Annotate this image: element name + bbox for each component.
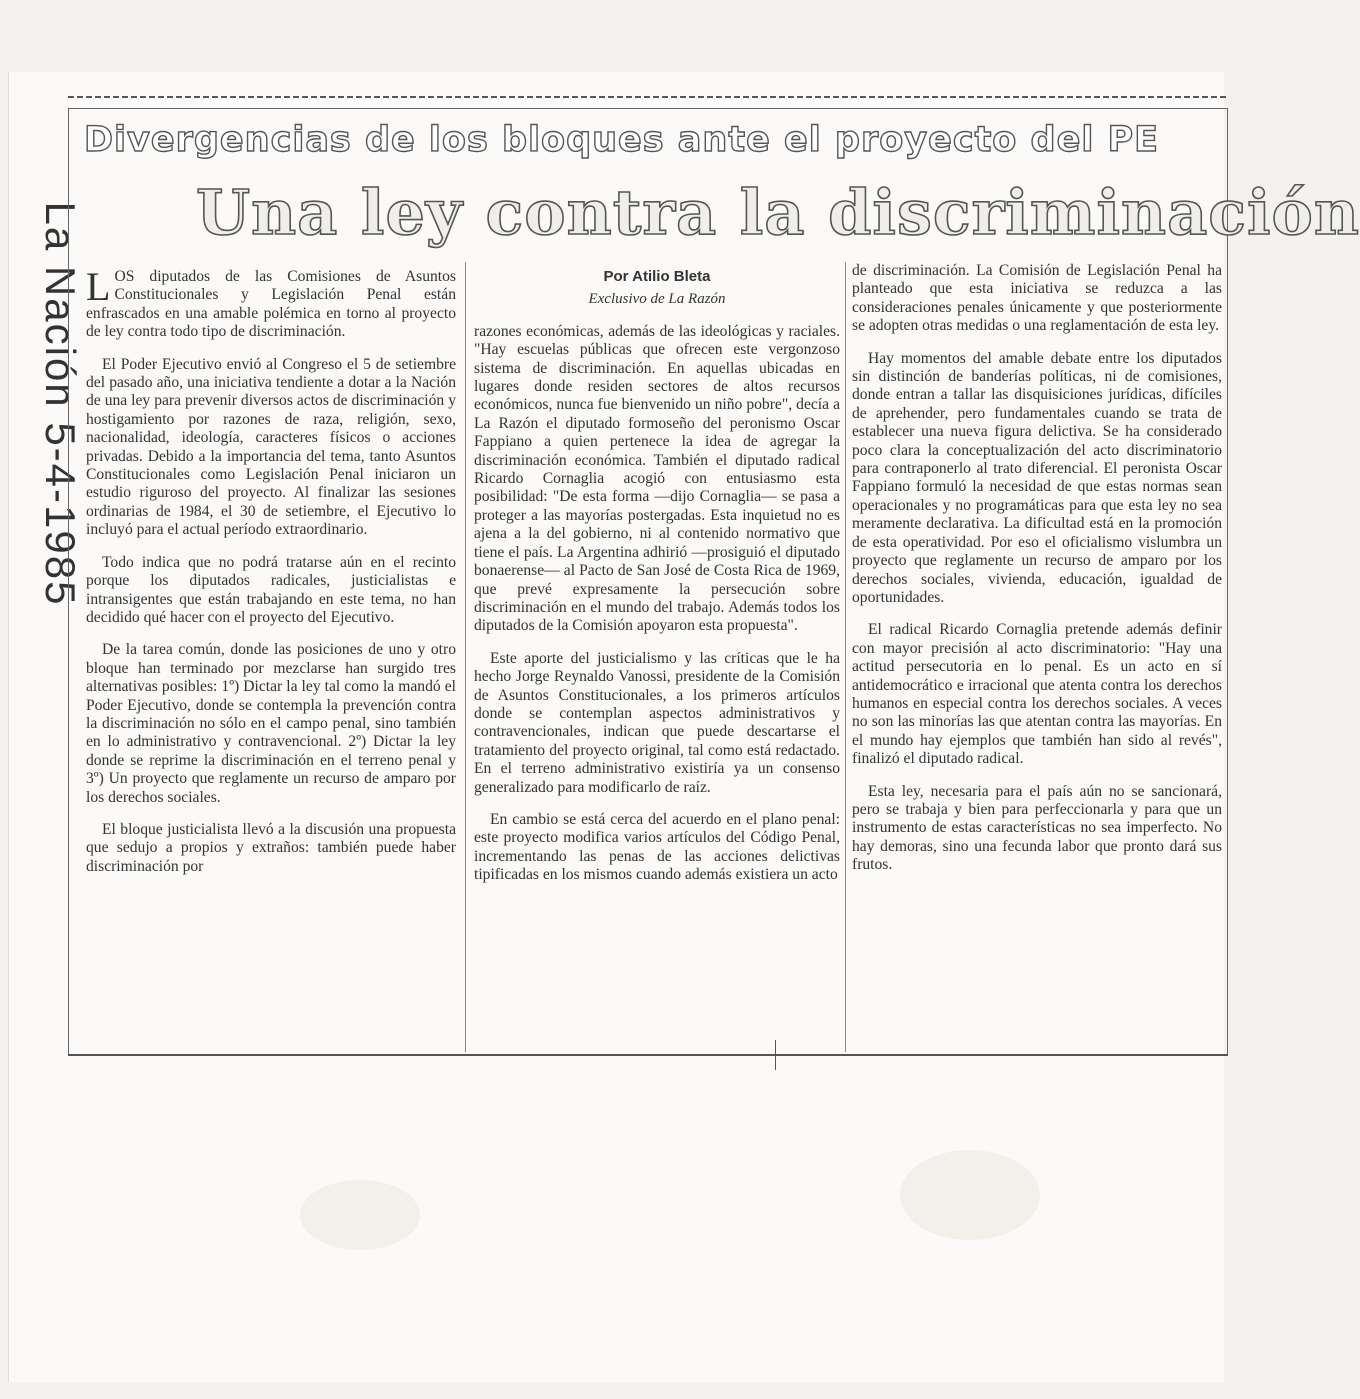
article-kicker: Divergencias de los bloques ante el proyecto del PE xyxy=(84,120,1160,160)
article-column-3 xyxy=(852,262,1222,889)
column-rule xyxy=(465,262,466,1052)
column-rule xyxy=(845,262,846,1052)
top-dashed-rule xyxy=(68,96,1226,98)
paragraph: Hay momentos del amable debate entre los diputados sin distinción de banderías políticas, ni de comisiones, donde entran a tallar las disquisiciones jurídicas, difíciles de aprehender, pero fundamentales cuando se trata de establecer una nueva figura delictiva. Se ha considerado poco clara la conceptualización del acto discriminatorio para contraponerlo al trato diferencial. El peronista Oscar Fappiano formuló la necesidad de que estas normas sean operacionales y no programáticas para que esta ley no sea meramente declarativa. La dificultad está en la promoción de esta operatividad. Por eso el oficialismo vislumbra un proyecto que reglamente un recurso de amparo por los derechos sociales, vivienda, educación, igualdad de oportunidades. xyxy=(852,349,1222,606)
article-column-1 xyxy=(86,264,456,890)
paragraph: Todo indica que no podrá tratarse aún en el recinto porque los diputados radicales, justicialistas e intransigentes que están trabajando en este tema, no han decidido qué hacer con el proyecto del Ejecutivo. xyxy=(86,553,456,626)
handwritten-date-note: La Nación 5-4-1985 xyxy=(37,201,84,607)
paragraph: El bloque justicialista llevó a la discusión una propuesta que sedujo a propios y extraños: también puede haber discriminación por xyxy=(86,820,456,875)
paragraph: Esta ley, necesaria para el país aún no se sancionará, pero se trabaja y bien para perfeccionarla y para que un instrumento de estas características no sea imperfecto. No hay demoras, sino una fecunda labor que pronto dará sus frutos. xyxy=(852,782,1222,874)
paper-stain xyxy=(900,1150,1040,1240)
paragraph: LOS diputados de las Comisiones de Asuntos Constitucionales y Legislación Penal están enfrascados en una amable polémica en torno al proyecto de ley contra todo tipo de discriminación. xyxy=(86,264,456,341)
paragraph: En cambio se está cerca del acuerdo en el plano penal: este proyecto modifica varios artículos del Código Penal, incrementando las penas de las acciones delictivas tipificadas en los mismos cuando además existiera un acto xyxy=(474,810,840,884)
article-headline: Una ley contra la discriminación xyxy=(196,176,1360,249)
paragraph: El Poder Ejecutivo envió al Congreso el 5 de setiembre del pasado año, una iniciativa tendiente a dotar a la Nación de una ley para prevenir diversos actos de discriminación y hostigamiento por razones de raza, religión, sexo, nacionalidad, ideología, caracteres físicos o acciones privadas. Debido a la importancia del tema, tanto Asuntos Constitucionales como Legislación Penal iniciaron un estudio riguroso del proyecto. Al finalizar las sesiones ordinarias de 1984, el 30 de setiembre, el Ejecutivo lo incluyó para el actual período extraordinario. xyxy=(86,355,456,539)
paragraph: El radical Ricardo Cornaglia pretende además definir con mayor precisión al acto discriminatorio: "Hay una actitud persecutoria en lo penal. Es un acto en sí antidemocrático e irracional que atenta contra los derechos humanos en especial contra los derechos sociales. A veces no son las minorías las que atentan contra las mayorías. En el mundo hay ejemplos que también han sido al revés", finalizó el diputado radical. xyxy=(852,621,1222,768)
byline: Por Atilio Bleta xyxy=(603,268,711,285)
paragraph: de discriminación. La Comisión de Legislación Penal ha planteado que esta iniciativa se reduzca a las consideraciones penales únicamente y que posteriormente se adopten otras medidas o una reglamentación de esta ley. xyxy=(852,262,1222,335)
article-column-2 xyxy=(474,268,840,899)
source-credit: Exclusivo de La Razón xyxy=(588,291,726,308)
paragraph: razones económicas, además de las ideológicas y raciales. "Hay escuelas públicas que ofrecen este vergonzoso sistema de discriminación. En aquellas ubicadas en lugares donde residen sectores de altos recursos económicos, nunca fue bienvenido un niño pobre", decía a La Razón el diputado formoseño del peronismo Oscar Fappiano a quien pertenece la idea de agregar la discriminación económica. También el diputado radical Ricardo Cornaglia acogió con entusiasmo esta posibilidad: "De esta forma —dijo Cornaglia— se pasa a proteger a las mayorías postergadas. Esta inquietud no es ajena a la del gobierno, ni al contenido normativo que tiene el país. La Argentina adhirió —prosiguió el diputado bonaerense— al Pacto de San José de Costa Rica de 1969, que prevé expresamente la persecución sobre discriminación en el mundo del trabajo. Además todos los diputados de la Comisión apoyaron esta propuesta". xyxy=(474,322,840,635)
bottom-tick-mark xyxy=(775,1040,776,1070)
paper-stain xyxy=(300,1180,420,1250)
paragraph: De la tarea común, donde las posiciones de uno y otro bloque han terminado por mezclarse han surgido tres alternativas posibles: 1º) Dictar la ley tal como la mandó el Poder Ejecutivo, donde se contempla la prevención contra la discriminación no sólo en el campo penal, sino también en lo administrativo y contravencional. 2º) Dictar la ley donde se reprime la discriminación en el terreno penal y 3º) Un proyecto que reglamente un recurso de amparo por los derechos sociales. xyxy=(86,641,456,806)
paragraph: Este aporte del justicialismo y las críticas que le ha hecho Jorge Reynaldo Vanossi, presidente de la Comisión de Asuntos Constitucionales, a los primeros artículos donde se contemplan aspectos administrativos y contravencionales, indican que puede descartarse el tratamiento del proyecto original, tal como está redactado. En el terreno administrativo existiría ya un consenso generalizado para modificarlo de raíz. xyxy=(474,649,840,796)
